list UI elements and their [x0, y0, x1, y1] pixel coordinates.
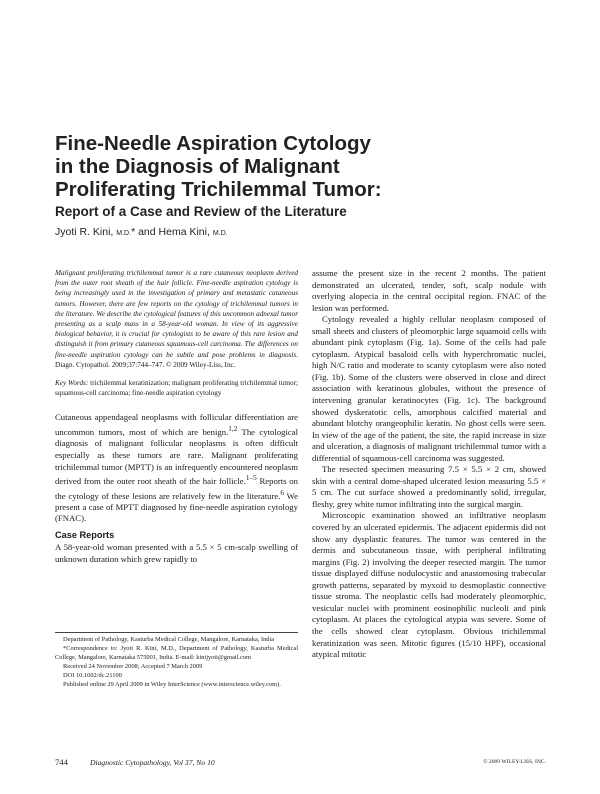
left-column [55, 268, 298, 565]
right-column [312, 268, 546, 661]
article-title [55, 132, 555, 201]
author-1-correspondence-mark: * [131, 226, 136, 238]
footnote-doi: DOI 10.1002/dc.21100 [63, 671, 122, 679]
footnotes [55, 636, 298, 689]
footnote-affiliation: Department of Pathology, Kasturba Medical College, Mangalore, Karnataka, India [63, 636, 275, 643]
title-line-1: Fine-Needle Aspiration Cytology [55, 132, 371, 155]
intro-citation-1: 1,2 [228, 424, 238, 433]
title-line-2: in the Diagnosis of Malignant [55, 155, 340, 178]
article-subtitle: Report of a Case and Review of the Literature [55, 204, 347, 219]
cytology-paragraph: Cytology revealed a highly cellular neoplasm composed of small sheets and clusters of pleomorphic large squamoid cells with abundant pink cytoplasm (Fig. 1a). Some of the cells had pale cytoplasm. Atypical basaloid cells with hyperchromatic nuclei, high N/C ratio and moderate to scanty cytoplasm were also noted (Fig. 1b). Some of the clusters were observed in close and direct association with keratinous globules, without the presence of intervening granular keratinocytes (Fig. 1c). The background showed dyskeratotic cells, amorphous calcified material and abundant blotchy orangeophilic keratin. No ghost cells were seen. In view of the age of the patient, the site, the rapid increase in size and ulceration, a diagnosis of malignant trichilemmal tumor with a differential of squamous-cell carcinoma was suggested. [312, 314, 546, 463]
case-report-paragraph: A 58-year-old woman presented with a 5.5 × 5 cm-scalp swelling of unknown duration which grew rapidly to [55, 542, 298, 564]
keywords-label: Key Words: [55, 379, 89, 388]
case-continuation-paragraph: assume the present size in the recent 2 months. The patient demonstrated an ulcerated, tender, soft, scalp nodule with overlying alopecia in the central occipital region. FNAC of the lesion was performed. [312, 268, 546, 313]
microscopic-examination-paragraph: Microscopic examination showed an infiltrative neoplasm covered by an ulcerated epidermis. The adjacent epidermis did not show any dysplastic features. The tumor was centered in the dermis and subcutaneous tissue, with peripheral infiltrating margins (Fig. 2) involving the deeper resected margin. The tumor tissue displayed diffuse nodulocystic and anastomosing trabecular growth patterns, separated by myxoid to desmoplastic connective tissue stroma. The neoplastic cells had moderately pleomorphic, vesicular nuclei with prominent eosinophilic nucleoli and pink cytoplasm. At places the cytological atypia was severe. Some of the cells showed clear cytoplasm. Obvious trichilemmal keratinization was seen. Mitotic figures (15/10 HPF), occasional atypical mitotic [312, 510, 546, 660]
author-connector: and [138, 226, 156, 238]
footnote-correspondence: *Correspondence to: Jyoti R. Kini, M.D., Department of Pathology, Kasturba Medical College, Mangalore, Karnataka 575001, India. E-mail: kinijyoti@gmail.com [55, 644, 298, 661]
footnote-divider [55, 632, 298, 633]
author-2-degree: M.D. [212, 230, 228, 237]
page-number: 744 [55, 757, 68, 767]
intro-text-4: We present a case of MPTT diagnosed by fine-needle aspiration cytology (FNAC). [55, 490, 299, 524]
footnote-dates: Received 24 November 2008; Accepted 7 March 2009 [63, 662, 203, 670]
footnote-published: Published online 29 April 2009 in Wiley InterScience (www.interscience.wiley.com). [63, 680, 281, 688]
author-2-name: Hema Kini, [158, 226, 210, 238]
title-line-3: Proliferating Trichilemmal Tumor: [55, 178, 382, 201]
abstract-text: Malignant proliferating trichilemmal tumor is a rare cutaneous neoplasm derived from the outer root sheath of the hair follicle. Fine-needle aspiration cytology is being increasingly used in the investigation of primary and metastatic cutaneous tumors. However, there are few reports on the cytology of trichilemmal tumors in the literature. We describe the cytological features of this uncommon adnexal tumor presenting as a scalp mass in a 58-year-old woman. In view of its aggressive biological behavior, it is crucial for cytologists to be aware of this rare lesion and distinguish it from primary cutaneous squamous-cell carcinoma. The differences on fine-needle aspiration cytology can be subtle and pose problems in diagnosis. [55, 269, 298, 359]
keywords-text: trichilemmal keratinization; malignant proliferating trichilemmal tumor; squamous-cell carcinoma; fine-needle aspiration cytology [55, 379, 298, 398]
author-line [55, 226, 228, 238]
author-1-name: Jyoti R. Kini, [55, 226, 114, 238]
intro-citation-2: 1–5 [245, 474, 257, 483]
keywords [55, 378, 298, 398]
resected-specimen-paragraph: The resected specimen measuring 7.5 × 5.5 × 2 cm, showed skin with a central dome-shaped ulcerated lesion measuring 5.5 × 5 cm. The cut surface showed a predominantly solid, irregular, fleshy, grey white tumor infiltrating into the surgical margin. [312, 464, 546, 509]
author-1-degree: M.D. [116, 230, 132, 237]
intro-text-1: Cutaneous appendageal neoplasms with follicular differentiation are uncommon tumors, most of which are benign. [55, 412, 298, 437]
introduction-paragraph [55, 412, 298, 525]
intro-text-3: Reports on the cytology of these lesions are relatively few in the literature. [55, 475, 298, 501]
journal-name: Diagnostic Cytopathology, Vol 37, No 10 [90, 758, 215, 767]
intro-citation-3: 6 [280, 488, 285, 497]
case-reports-heading: Case Reports [55, 530, 115, 541]
abstract [55, 268, 298, 370]
abstract-copyright: © 2009 Wiley-Liss, Inc. [166, 360, 236, 369]
intro-text-2: The cytological diagnosis of malignant follicular neoplasms is often difficult especially as these tumors are rare. Malignant proliferating trichilemmal tumor (MPTT) is an infrequently encountered neoplasm derived from the outer root sheath of the hair follicle. [55, 426, 298, 486]
footer-copyright: © 2009 WILEY-LISS, INC. [483, 759, 546, 765]
abstract-citation: Diagn. Cytopathol. 2009;37:744–747. [55, 360, 165, 369]
